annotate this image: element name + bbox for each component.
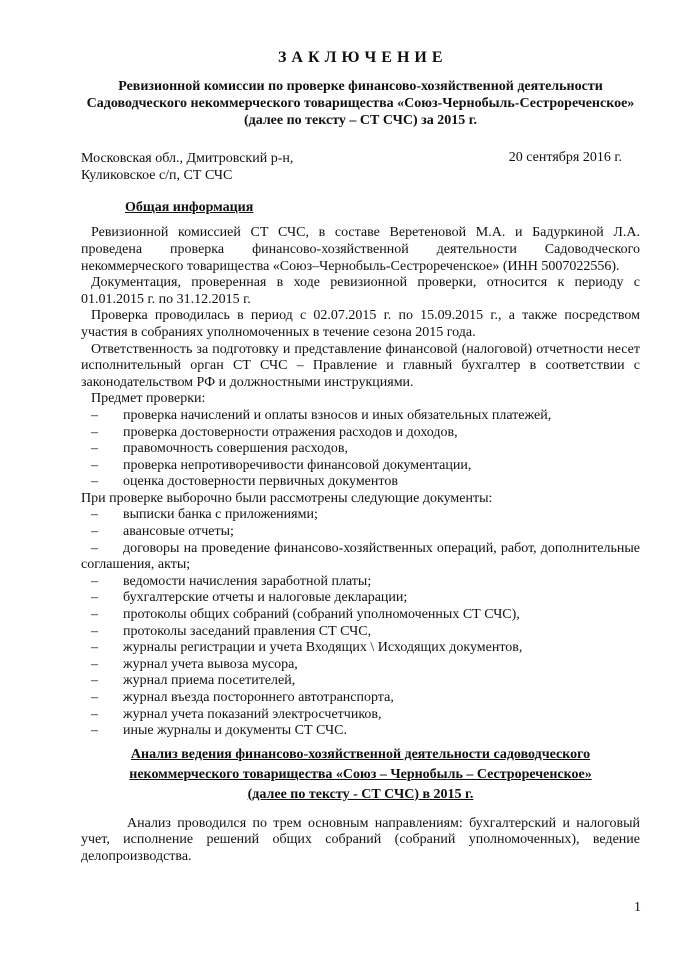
dash-marker: – xyxy=(91,474,98,490)
list-item xyxy=(81,474,640,491)
place-block xyxy=(81,150,293,184)
place-line: Московская обл., Дмитровский р-н, xyxy=(81,151,294,167)
paragraph: Предмет проверки: xyxy=(91,391,206,407)
paragraph: Проверка проводилась в период с 02.07.2015 г. по 15.09.2015 г., а также посредством участия в собраниях уполномоченных в течение сезона 2015 года. xyxy=(81,308,640,340)
dash-marker: – xyxy=(91,673,98,689)
analysis-heading-line: Анализ ведения финансово-хозяйственной деятельности садоводческого xyxy=(130,746,591,762)
list-item xyxy=(81,723,640,740)
list-item-text: журнал учета вывоза мусора, xyxy=(123,656,298,672)
document-title: З А К Л Ю Ч Е Н И Е xyxy=(277,49,443,66)
place-date-row xyxy=(81,150,640,184)
list-item xyxy=(81,425,640,442)
list-item-text: оценка достоверности первичных документов xyxy=(123,474,398,490)
list-item-text: проверка достоверности отражения расходов и доходов, xyxy=(123,424,458,440)
list-item xyxy=(81,408,640,425)
list-item xyxy=(81,640,640,657)
list-item-text: протоколы заседаний правления СТ СЧС, xyxy=(123,623,372,639)
list-item xyxy=(81,657,640,674)
dash-marker: – xyxy=(91,723,98,739)
dash-marker: – xyxy=(91,540,98,556)
list-item-text: журнал учета показаний электросчетчиков, xyxy=(123,706,382,722)
dash-marker: – xyxy=(91,573,98,589)
list-item-text: бухгалтерские отчеты и налоговые декларации; xyxy=(123,590,408,606)
place-line: Куликовское с/п, СТ СЧС xyxy=(81,168,233,184)
dash-marker: – xyxy=(91,590,98,606)
list-item-text: проверка начислений и оплаты взносов и иных обязательных платежей, xyxy=(123,407,552,423)
paragraph: Документация, проверенная в ходе ревизионной проверки, относится к периоду с 01.01.2015 г. по 31.12.2015 г. xyxy=(81,275,640,307)
list-item xyxy=(81,624,640,641)
list-item-text: журнал приема посетителей, xyxy=(123,673,296,689)
list-item xyxy=(81,707,640,724)
list-item-text: проверка непротиворечивости финансовой документации, xyxy=(123,457,472,473)
list-item-text: журналы регистрации и учета Входящих \ Исходящих документов, xyxy=(123,640,523,656)
list-item-text: договоры на проведение финансово-хозяйственных операций, работ, дополнительные соглашения, акты; xyxy=(81,540,640,573)
list-item-text: ведомости начисления заработной платы; xyxy=(123,573,372,589)
dash-marker: – xyxy=(91,457,98,473)
dash-marker: – xyxy=(91,706,98,722)
subtitle-line: (далее по тексту – СТ СЧС) за 2015 г. xyxy=(243,112,478,128)
dash-marker: – xyxy=(91,507,98,523)
subtitle-line: Ревизионной комиссии по проверке финансово-хозяйственной деятельности xyxy=(118,79,603,94)
list-item xyxy=(81,441,640,458)
list-item-text: иные журналы и документы СТ СЧС. xyxy=(123,723,347,739)
list-item-text: журнал въезда постороннего автотранспорта, xyxy=(123,690,394,706)
paragraph: Ревизионной комиссией СТ СЧС, в составе Веретеновой М.А. и Бадуркиной Л.А. проведена проверка финансово-хозяйственной деятельности Садоводческого некоммерческого товарищества «Союз–Чернобыль-Сестрореченское» (ИНН 5007022556). xyxy=(81,225,640,274)
dash-marker: – xyxy=(91,690,98,706)
dash-marker: – xyxy=(91,424,98,440)
subtitle-line: Садоводческого некоммерческого товарищества «Союз-Чернобыль-Сестрореченское» xyxy=(86,95,635,111)
list-item xyxy=(81,690,640,707)
list-item-text: правомочность совершения расходов, xyxy=(123,441,348,457)
list-item xyxy=(81,590,640,607)
dash-marker: – xyxy=(91,607,98,623)
list-item xyxy=(81,574,640,591)
list-item xyxy=(81,607,640,624)
page-number: 1 xyxy=(634,900,641,915)
list-item-text: протоколы общих собраний (собраний уполномоченных СТ СЧС), xyxy=(123,607,520,623)
dash-marker: – xyxy=(91,623,98,639)
general-info-body xyxy=(81,225,640,739)
section-heading-analysis xyxy=(81,745,640,805)
analysis-paragraph: Анализ проводился по трем основным направлениям: бухгалтерский и налоговый учет, исполнение решений общих собраний (собраний уполномоченных), ведение делопроизводства. xyxy=(81,815,640,864)
list-item-text: выписки банка с приложениями; xyxy=(123,507,318,523)
analysis-heading-line: некоммерческого товарищества «Союз – Чернобыль – Сестрореченское» xyxy=(129,766,592,782)
list-item xyxy=(81,541,640,574)
list-item xyxy=(81,524,640,541)
paragraph: Ответственность за подготовку и представление финансовой (налоговой) отчетности несет исполнительный орган СТ СЧС – Правление и главный бухгалтер в соответствии с законодательством РФ и должностными инструкциями. xyxy=(81,341,640,390)
dash-marker: – xyxy=(91,640,98,656)
analysis-heading-line: (далее по тексту - СТ СЧС) в 2015 г. xyxy=(247,786,474,802)
list-item xyxy=(81,507,640,524)
section-heading-general-info: Общая информация xyxy=(125,200,254,216)
dash-marker: – xyxy=(91,441,98,457)
dash-marker: – xyxy=(91,524,98,540)
document-subtitle xyxy=(81,79,640,129)
documents-intro: При проверке выборочно были рассмотрены следующие документы: xyxy=(81,490,493,506)
dash-marker: – xyxy=(91,407,98,423)
list-item xyxy=(81,458,640,475)
list-item-text: авансовые отчеты; xyxy=(123,524,234,540)
document-date: 20 сентября 2016 г. xyxy=(508,150,622,166)
dash-marker: – xyxy=(91,656,98,672)
list-item xyxy=(81,673,640,690)
